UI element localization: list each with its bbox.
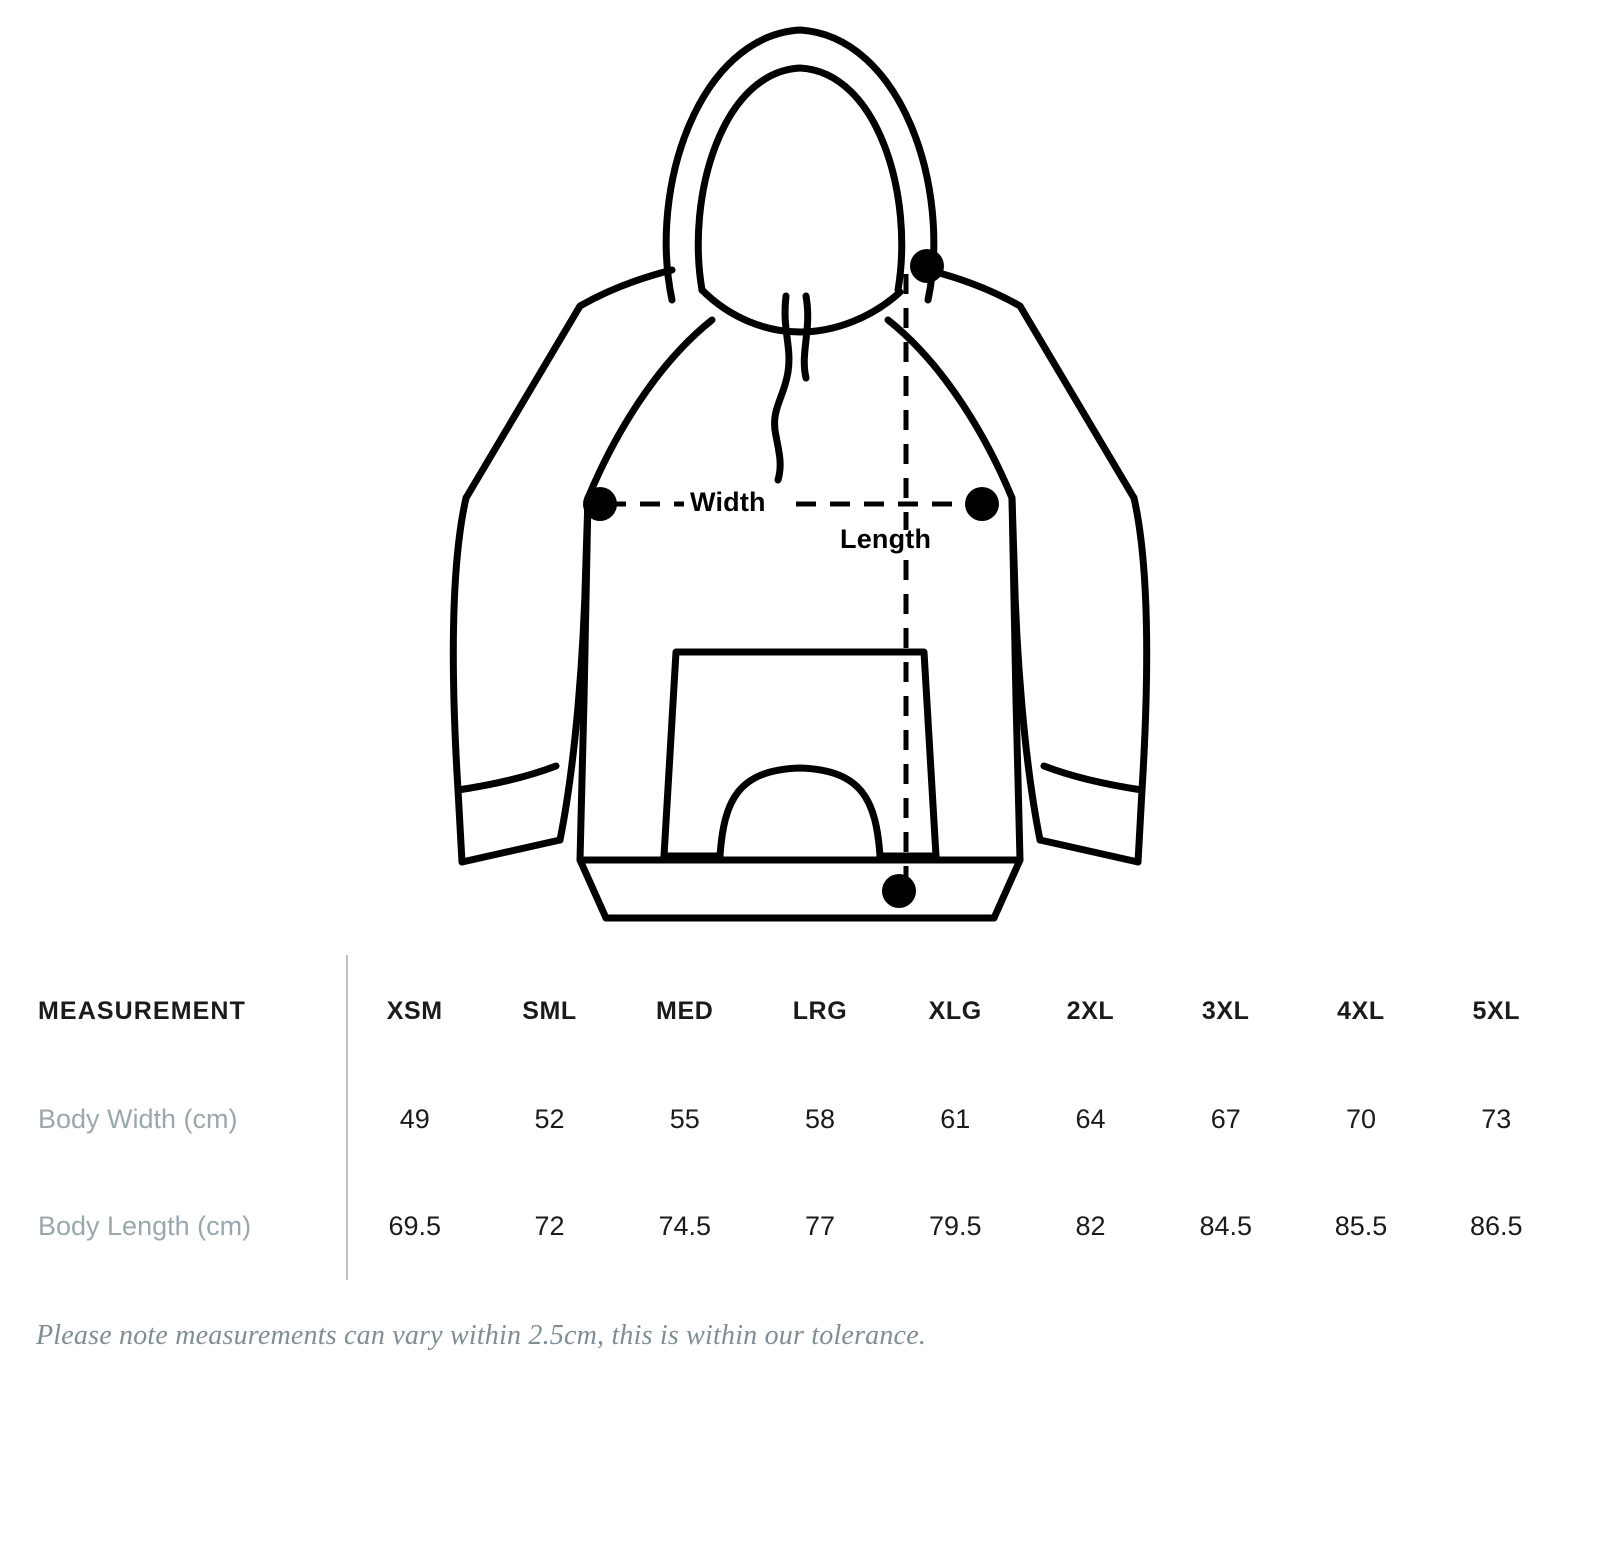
- cell-body-width-xlg: 61: [940, 1104, 971, 1134]
- size-header-sml: SML: [522, 997, 577, 1025]
- size-header-xsm: XSM: [386, 997, 443, 1025]
- size-header-med: MED: [656, 997, 714, 1025]
- width-right-dot: [965, 487, 999, 521]
- cell-body-length-sml: 72: [534, 1211, 565, 1241]
- table-row: [36, 1173, 1564, 1280]
- size-chart-table: [36, 955, 1564, 1280]
- cell-body-width-2xl: 64: [1075, 1104, 1106, 1134]
- size-header-4xl: 4XL: [1337, 997, 1385, 1025]
- row-label-body-length: Body Length (cm): [36, 1173, 347, 1280]
- size-header-xlg: XLG: [928, 997, 982, 1025]
- size-header-3xl: 3XL: [1201, 997, 1250, 1025]
- cell-body-length-xlg: 79.5: [928, 1211, 982, 1241]
- width-left-dot: [583, 487, 617, 521]
- cell-body-width-5xl: 73: [1481, 1104, 1512, 1134]
- measurement-column-header: MEASUREMENT: [36, 955, 347, 1066]
- cell-body-length-lrg: 77: [804, 1211, 835, 1241]
- cell-body-width-lrg: 58: [804, 1104, 835, 1134]
- size-header-lrg: LRG: [792, 997, 848, 1025]
- size-header-2xl: 2XL: [1066, 997, 1115, 1025]
- cell-body-width-3xl: 67: [1210, 1104, 1241, 1134]
- size-chart-table-area: [0, 955, 1600, 1280]
- row-label-body-width: Body Width (cm): [36, 1066, 347, 1173]
- cell-body-width-4xl: 70: [1345, 1104, 1376, 1134]
- column-divider-bottom: [346, 1220, 348, 1280]
- cell-body-length-5xl: 86.5: [1470, 1211, 1523, 1241]
- cell-body-width-med: 55: [669, 1104, 700, 1134]
- table-header-row: [36, 955, 1564, 1066]
- cell-body-width-xsm: 49: [399, 1104, 430, 1134]
- length-top-dot: [910, 249, 944, 283]
- width-dimension-label: Width: [690, 487, 766, 517]
- tolerance-note: Please note measurements can vary within 2.5cm, this is within our tolerance.: [36, 1320, 927, 1351]
- cell-body-length-4xl: 85.5: [1334, 1211, 1388, 1241]
- length-bottom-dot: [882, 874, 916, 908]
- column-divider-top: [346, 955, 348, 993]
- size-header-5xl: 5XL: [1472, 997, 1521, 1025]
- cell-body-width-sml: 52: [534, 1104, 565, 1134]
- cell-body-length-2xl: 82: [1075, 1211, 1106, 1241]
- table-row: [36, 1066, 1564, 1173]
- cell-body-length-xsm: 69.5: [388, 1211, 442, 1241]
- length-dimension-label: Length: [840, 524, 932, 554]
- cell-body-length-med: 74.5: [658, 1211, 712, 1241]
- cell-body-length-3xl: 84.5: [1199, 1211, 1253, 1241]
